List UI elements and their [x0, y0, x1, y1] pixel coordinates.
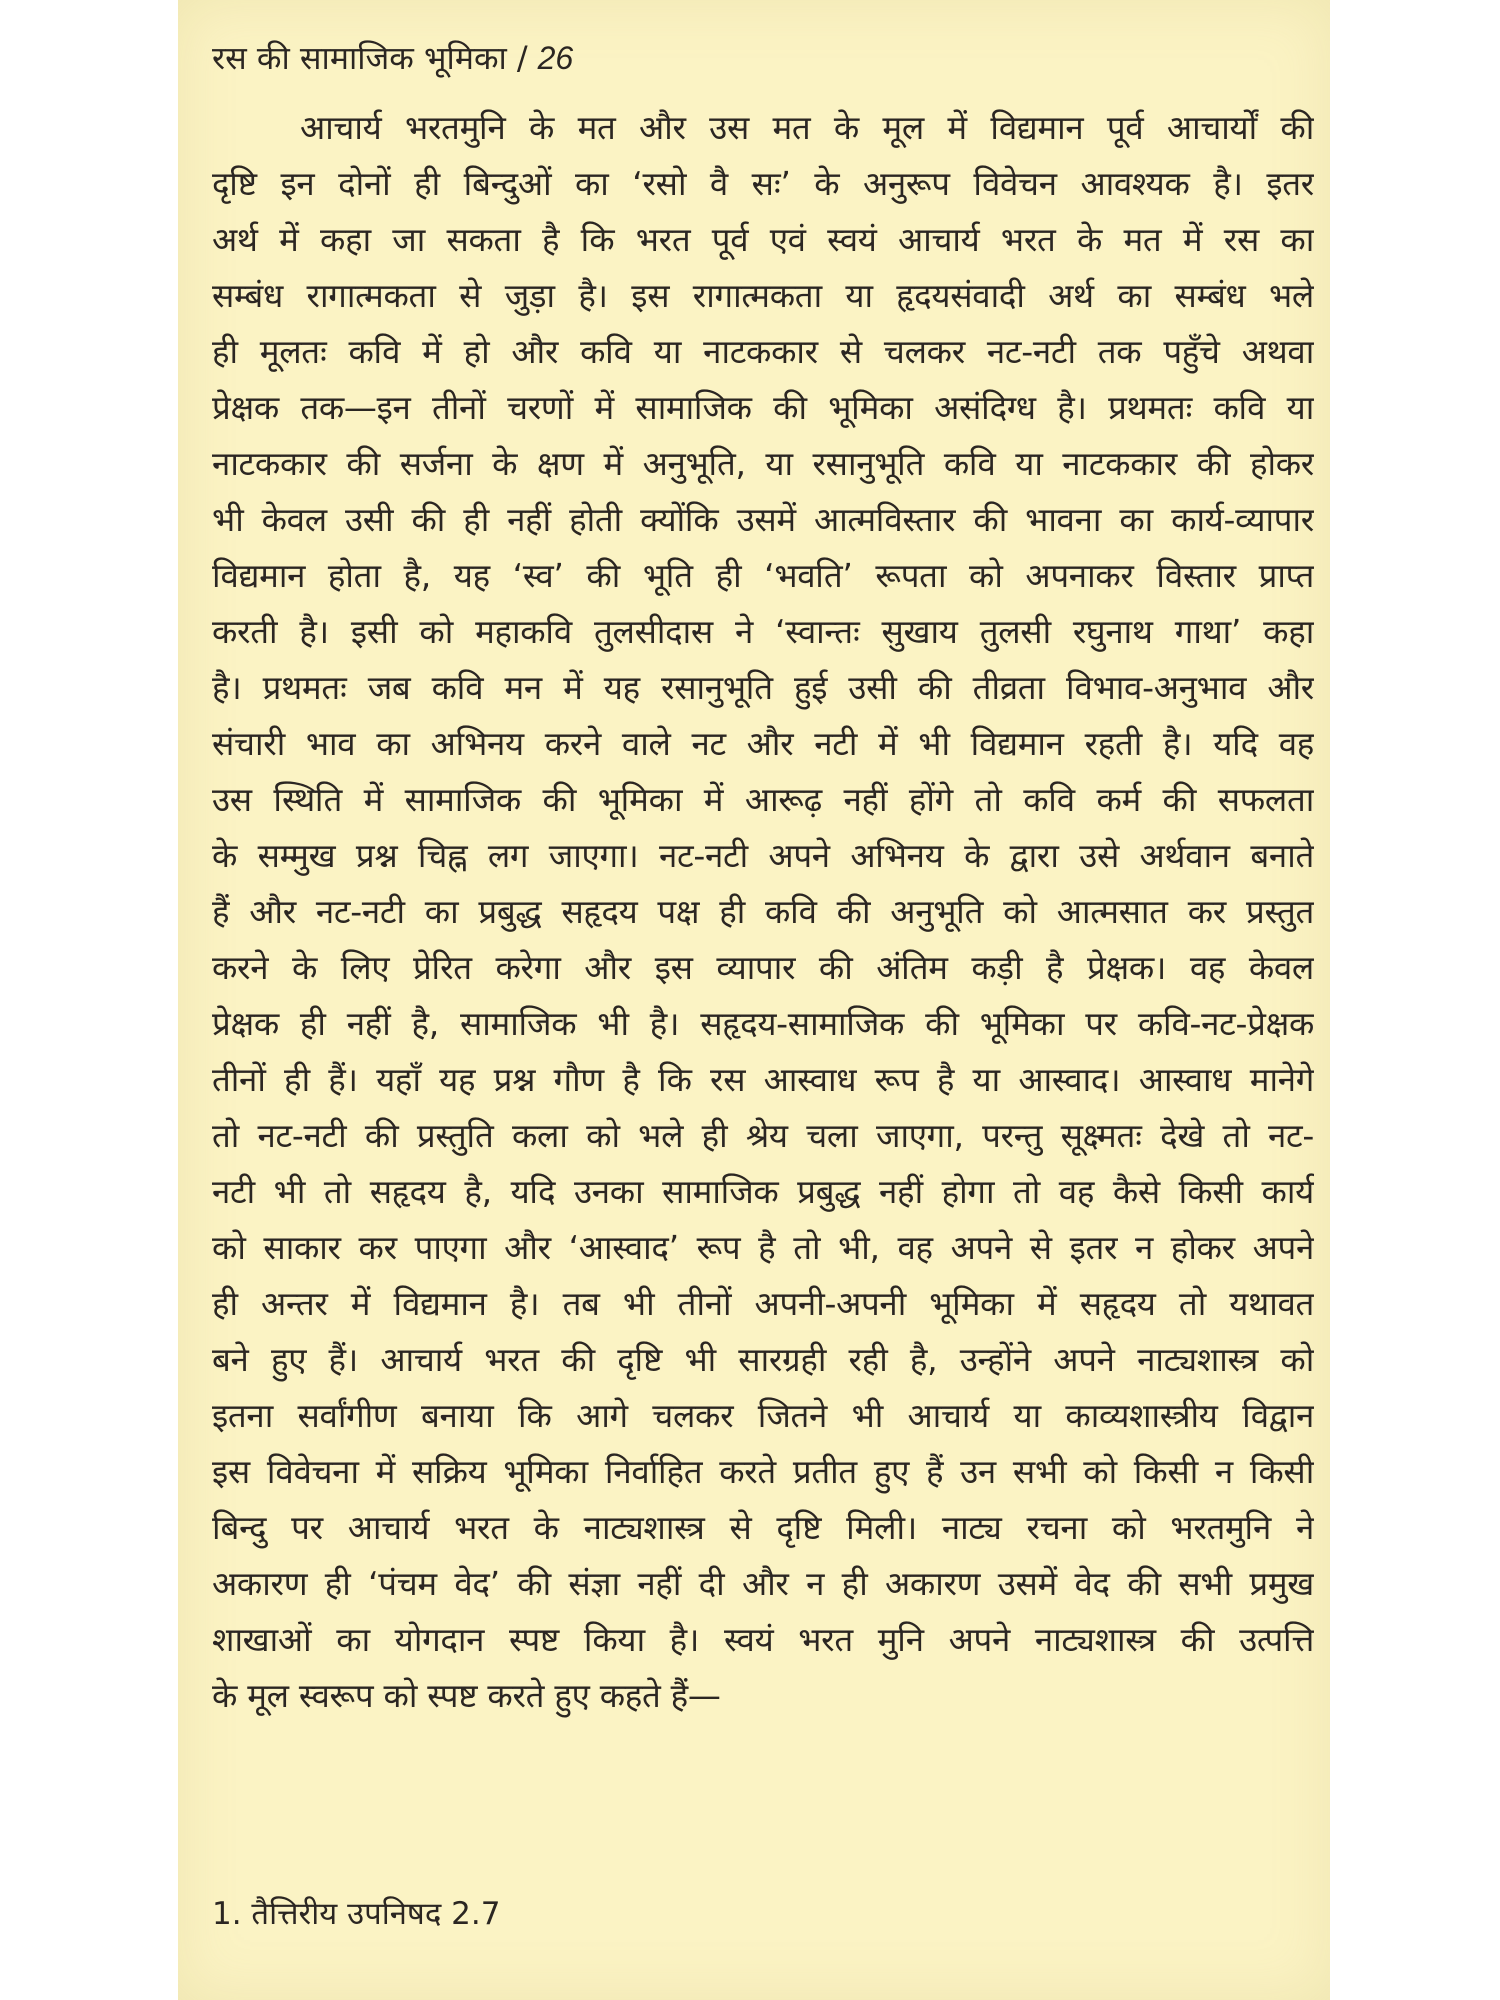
- text-line: इतना सर्वांगीण बनाया कि आगे चलकर जितने भी आचार्य या काव्यशास्त्रीय विद्वान: [212, 1396, 1314, 1435]
- text-line: के सम्मुख प्रश्न चिह्न लग जाएगा। नट-नटी अपने अभिनय के द्वारा उसे अर्थवान बनाते: [212, 836, 1314, 875]
- book-page: [178, 0, 1330, 2000]
- text-line: आचार्य भरतमुनि के मत और उस मत के मूल में विद्यमान पूर्व आचार्यों की: [300, 108, 1314, 147]
- text-line: बिन्दु पर आचार्य भरत के नाट्यशास्त्र से दृष्टि मिली। नाट्य रचना को भरतमुनि ने: [212, 1508, 1314, 1547]
- text-line: के मूल स्वरूप को स्पष्ट करते हुए कहते हैं—: [212, 1676, 721, 1715]
- text-line: को साकार कर पाएगा और ‘आस्वाद’ रूप है तो भी, वह अपने से इतर न होकर अपने: [212, 1228, 1314, 1267]
- text-line: नटी भी तो सहृदय है, यदि उनका सामाजिक प्रबुद्ध नहीं होगा तो वह कैसे किसी कार्य: [212, 1172, 1314, 1211]
- text-line: विद्यमान होता है, यह ‘स्व’ की भूति ही ‘भवति’ रूपता को अपनाकर विस्तार प्राप्त: [212, 556, 1314, 595]
- text-line: सम्बंध रागात्मकता से जुड़ा है। इस रागात्मकता या हृदयसंवादी अर्थ का सम्बंध भले: [212, 276, 1314, 315]
- text-line: संचारी भाव का अभिनय करने वाले नट और नटी में भी विद्यमान रहती है। यदि वह: [212, 724, 1314, 763]
- text-line: भी केवल उसी की ही नहीं होती क्योंकि उसमें आत्मविस्तार की भावना का कार्य-व्यापार: [212, 500, 1314, 539]
- text-line: है। प्रथमतः जब कवि मन में यह रसानुभूति हुई उसी की तीव्रता विभाव-अनुभाव और: [212, 668, 1314, 707]
- text-line: ही मूलतः कवि में हो और कवि या नाटककार से चलकर नट-नटी तक पहुँचे अथवा: [212, 332, 1314, 371]
- text-line: शाखाओं का योगदान स्पष्ट किया है। स्वयं भरत मुनि अपने नाट्यशास्त्र की उत्पत्ति: [212, 1620, 1314, 1659]
- text-line: तो नट-नटी की प्रस्तुति कला को भले ही श्रेय चला जाएगा, परन्तु सूक्ष्मतः देखे तो नट-: [212, 1116, 1314, 1155]
- text-line: नाटककार की सर्जना के क्षण में अनुभूति, या रसानुभूति कवि या नाटककार की होकर: [212, 444, 1314, 483]
- page-number: 26: [537, 40, 574, 76]
- footnote: 1. तैत्तिरीय उपनिषद 2.7: [212, 1896, 501, 1932]
- text-line: ही अन्तर में विद्यमान है। तब भी तीनों अपनी-अपनी भूमिका में सहृदय तो यथावत: [212, 1284, 1314, 1323]
- text-line: करने के लिए प्रेरित करेगा और इस व्यापार की अंतिम कड़ी है प्रेक्षक। वह केवल: [212, 948, 1314, 987]
- body-paragraph: [212, 100, 1314, 1724]
- text-line: करती है। इसी को महाकवि तुलसीदास ने ‘स्वान्तः सुखाय तुलसी रघुनाथ गाथा’ कहा: [212, 612, 1314, 651]
- text-line: प्रेक्षक तक—इन तीनों चरणों में सामाजिक की भूमिका असंदिग्ध है। प्रथमतः कवि या: [212, 388, 1314, 427]
- text-line: उस स्थिति में सामाजिक की भूमिका में आरूढ़ नहीं होंगे तो कवि कर्म की सफलता: [212, 780, 1314, 819]
- chapter-title: रस की सामाजिक भूमिका: [212, 39, 507, 77]
- text-line: हैं और नट-नटी का प्रबुद्ध सहृदय पक्ष ही कवि की अनुभूति को आत्मसात कर प्रस्तुत: [212, 892, 1314, 931]
- text-line: दृष्टि इन दोनों ही बिन्दुओं का ‘रसो वै सः’ के अनुरूप विवेचन आवश्यक है। इतर: [212, 164, 1314, 203]
- text-line: तीनों ही हैं। यहाँ यह प्रश्न गौण है कि रस आस्वाध रूप है या आस्वाद। आस्वाध मानेगे: [212, 1060, 1314, 1099]
- header-separator: /: [516, 39, 528, 77]
- text-line: इस विवेचना में सक्रिय भूमिका निर्वाहित करते प्रतीत हुए हैं उन सभी को किसी न किसी: [212, 1452, 1314, 1491]
- text-line: प्रेक्षक ही नहीं है, सामाजिक भी है। सहृदय-सामाजिक की भूमिका पर कवि-नट-प्रेक्षक: [212, 1004, 1314, 1043]
- page-header: [212, 36, 573, 80]
- text-line: बने हुए हैं। आचार्य भरत की दृष्टि भी सारग्रही रही है, उन्होंने अपने नाट्यशास्त्र को: [212, 1340, 1314, 1379]
- text-line: अर्थ में कहा जा सकता है कि भरत पूर्व एवं स्वयं आचार्य भरत के मत में रस का: [212, 220, 1314, 259]
- text-line: अकारण ही ‘पंचम वेद’ की संज्ञा नहीं दी और न ही अकारण उसमें वेद की सभी प्रमुख: [212, 1564, 1314, 1603]
